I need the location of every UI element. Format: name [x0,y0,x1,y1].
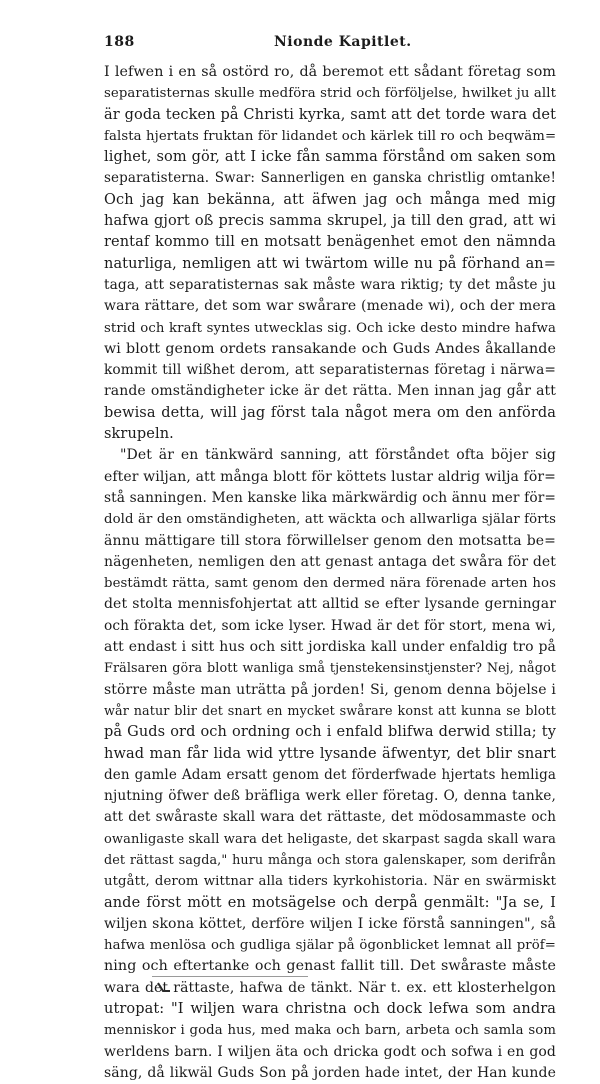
text-line: kommit till wißhet derom, att separatisternas företag i närwa= [104,362,556,379]
text-line: wara det rättaste, hafwa de tänkt. När t. ex. ett klosterhelgon [104,979,556,996]
text-line: utgått, derom wittnar alla tiders kyrkohistoria. När en swärmiskt [104,874,556,890]
text-line: taga, att separatisternas sak måste wara riktig; ty det måste ju [104,276,556,293]
text-line: werldens barn. I wiljen äta och dricka godt och sofwa i en god [104,1043,556,1060]
text-line: lighet, som gör, att I icke fån samma förstånd om saken som [104,149,556,166]
text-line: bewisa detta, will jag först tala något mera om den anförda [104,404,556,421]
text-line: wara rättare, det som war swårare (menade wi), och der mera [104,298,556,315]
text-line: owanligaste skall wara det heligaste, det skarpast sagda skall wara [104,831,556,847]
text-line: falsta hjertats fruktan för lidandet och kärlek till ro och beqwäm= [104,128,557,144]
text-line: är goda tecken på Christi kyrka, samt att det torde wara det [104,106,556,123]
text-line: wi blott genom ordets ransakande och Guds Andes åkallande [104,340,556,357]
text-line: rentaf kommo till en motsatt benägenhet emot den nämnda [104,234,556,251]
text-line: stå sanningen. Men kanske lika märkwärdig och ännu mer för= [104,489,556,506]
text-line: ännu mättigare till stora förwillelser genom den motsatta be= [104,532,556,549]
text-line: naturliga, nemligen att wi twärtom wille nu på förhand an= [104,255,556,272]
text-line: I lefwen i en så ostörd ro, då beremot ett sådant företag som [104,64,556,80]
text-line: nägenheten, nemligen den att genast antaga det swåra för det [104,553,556,570]
text-line: strid och kraft syntes utwecklas sig. Och icke desto mindre hafwa [104,320,556,336]
text-line: "Det är en tänkwärd sanning, att förståndet ofta böjer sig [120,447,556,464]
text-line: rande omständigheter icke är det rätta. Men innan jag går att [104,383,556,400]
text-line: separatisterna. Swar: Sannerligen en ganska christlig omtanke! [104,170,556,187]
running-head: Nionde Kapitlet. [274,34,412,50]
page-number: 188 [104,34,135,50]
text-line: menniskor i goda hus, med maka och barn, arbeta och samla som [104,1023,556,1039]
text-line: den gamle Adam ersatt genom det förderfwade hjertats hemliga [104,766,556,783]
text-line: hwad man får lida wid yttre lysande äfwentyr, det blir snart [104,745,556,762]
text-line: separatisternas skulle medföra strid och förföljelse, hwilket ju allt [104,86,556,102]
text-line: ning och eftertanke och genast fallit till. Det swåraste måste [104,958,556,975]
text-line: hafwa menlösa och gudliga själar på ögonblicket lemnat all pröf= [104,938,556,954]
text-line: bestämdt rätta, samt genom den dermed nära förenade arten hos [104,576,556,592]
text-line: på Guds ord och ordning och i enfald blifwa derwid stilla; ty [104,724,556,741]
text-line: efter wiljan, att många blott för köttets lustar aldrig wilja för= [104,468,556,485]
text-line: skrupeln. [104,426,174,443]
text-line: att det swåraste skall wara det rättaste, det mödosammaste och [104,809,556,826]
text-line: Frälsaren göra blott wanliga små tjenstekensinstjenster? Nej, något [104,661,556,677]
text-line: det rättast sagda," huru många och stora galenskaper, som derifrån [104,852,556,868]
body-text [104,62,556,1084]
printer-mark-icon [157,982,171,994]
text-line: hafwa gjort oß precis samma skrupel, ja till den grad, att wi [104,213,556,230]
text-line: säng, då likwäl Guds Son på jorden hade intet, der Han kunde [104,1064,556,1081]
text-line: det stolta mennisfohjertat att alltid se efter lysande gerningar [104,596,556,613]
text-line: wiljen skona köttet, derföre wiljen I icke förstå sanningen", så [104,915,556,932]
text-line: större måste man uträtta på jorden! Si, genom denna böjelse i [104,681,556,698]
footer-rule [152,976,308,977]
text-line: ande först mött en motsägelse och derpå genmält: "Ja se, I [104,894,556,911]
text-line: dold är den omständigheten, att wäckta och allwarliga själar förts [104,512,556,528]
text-line: Och jag kan bekänna, att äfwen jag och många med mig [104,191,556,208]
text-line: och förakta det, som icke lyser. Hwad är det för stort, mena wi, [104,617,556,634]
page-header [104,34,554,54]
text-line: att endast i sitt hus och sitt jordiska kall under enfaldig tro på [104,639,556,656]
text-line: wår natur blir det snart en mycket swårare konst att kunna se blott [104,703,556,719]
text-line: utropat: "I wiljen wara christna och dock lefwa som andra [104,1001,556,1018]
text-line: njutning öfwer deß bräfliga werk eller företag. O, denna tanke, [104,788,556,805]
